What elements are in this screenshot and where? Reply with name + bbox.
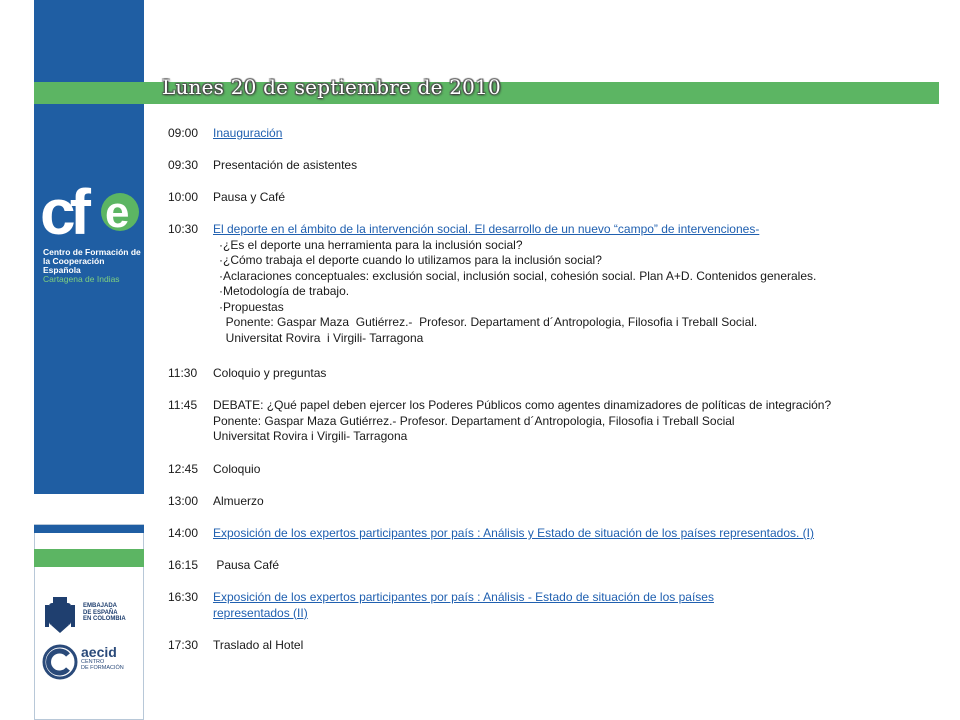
coat-of-arms-icon xyxy=(43,595,77,635)
agenda-link-inauguracion[interactable]: Inauguración xyxy=(213,126,283,140)
agenda-time: 10:00 xyxy=(168,190,199,204)
agenda-text: ·Propuestas xyxy=(219,299,284,314)
agenda-time: 14:00 xyxy=(168,526,199,540)
agenda-item xyxy=(168,462,928,478)
agenda-item xyxy=(168,398,928,445)
agenda-item xyxy=(168,590,928,621)
agenda-time: 16:30 xyxy=(168,590,199,604)
page-title: Lunes 20 de septiembre de 2010 xyxy=(162,75,501,99)
agenda-time: 11:45 xyxy=(168,398,198,412)
agenda-item xyxy=(168,638,928,654)
agenda-text: ·Metodología de trabajo. xyxy=(219,284,350,298)
aecid-sub-1: CENTRO xyxy=(81,659,105,665)
agenda-text: Coloquio y preguntas xyxy=(213,366,327,380)
cfe-logo xyxy=(40,172,140,244)
agenda-time: 17:30 xyxy=(168,638,199,652)
agenda-link-deporte[interactable]: El deporte en el ámbito de la intervención social. El desarrollo de un nuevo “campo” de intervenciones- xyxy=(213,222,760,236)
agenda-text: ·¿Es el deporte una herramienta para la inclusión social? xyxy=(219,237,523,252)
agenda-time: 09:00 xyxy=(168,126,199,140)
embassy-line-1: EMBAJADA xyxy=(83,603,118,609)
agenda-text: Universitat Rovira i Virgili- Tarragona xyxy=(219,330,424,345)
agenda-item xyxy=(168,526,928,542)
agenda-text: Almuerzo xyxy=(213,494,264,508)
agenda-text: Traslado al Hotel xyxy=(213,638,304,652)
agenda-time: 16:15 xyxy=(168,558,199,572)
aecid-icon xyxy=(41,643,79,681)
cfe-logo-text xyxy=(43,248,143,284)
agenda-link-exposicion-1[interactable]: Exposición de los expertos participantes por país : Análisis y Estado de situación de los países representados. (I) xyxy=(213,526,814,540)
agenda-time: 13:00 xyxy=(168,494,199,508)
agenda-item xyxy=(168,126,928,142)
agenda-time: 09:30 xyxy=(168,158,199,172)
agenda-text: Pausa y Café xyxy=(213,190,286,204)
agenda-text: Universitat Rovira i Virgili- Tarragona xyxy=(213,429,408,443)
agenda-time: 12:45 xyxy=(168,462,199,476)
sidebar-green-band xyxy=(34,82,144,104)
agenda-time: 11:30 xyxy=(168,366,198,380)
embassy-text xyxy=(83,603,126,623)
sidebar-top xyxy=(34,0,144,494)
aecid-name: aecid xyxy=(81,644,117,660)
sidebar-bottom xyxy=(34,524,144,720)
agenda-item xyxy=(168,494,928,510)
agenda-text: ·¿Cómo trabaja el deporte cuando lo utilizamos para la inclusión social? xyxy=(219,253,602,267)
agenda-item xyxy=(168,190,928,206)
embassy-line-2: DE ESPAÑA xyxy=(83,609,118,616)
stripe-green xyxy=(34,549,144,567)
cfe-line-2: la Cooperación Española xyxy=(43,256,105,275)
agenda-text: ·Aclaraciones conceptuales: exclusión social, inclusión social, cohesión social. Plan A+D. Contenidos generales. xyxy=(219,268,817,283)
agenda-link-exposicion-2[interactable]: Exposición de los expertos participantes por país : Análisis - Estado de situación de los países xyxy=(213,590,714,604)
stripe-blue xyxy=(34,525,144,533)
svg-text:e: e xyxy=(105,188,130,237)
agenda-item xyxy=(168,366,928,382)
cfe-line-3: Cartagena de Indias xyxy=(43,274,120,284)
agenda-item xyxy=(168,222,928,346)
agenda-item xyxy=(168,558,928,574)
cfe-line-1: Centro de Formación de xyxy=(43,247,141,257)
svg-text:cf: cf xyxy=(40,176,85,244)
agenda-text: Pausa Café xyxy=(213,558,280,572)
agenda-link-exposicion-2-cont[interactable]: representados (II) xyxy=(213,605,308,620)
agenda-time: 10:30 xyxy=(168,222,199,236)
agenda-text: Presentación de asistentes xyxy=(213,158,358,172)
aecid-logo xyxy=(81,645,124,671)
embassy-line-3: EN COLOMBIA xyxy=(83,616,126,623)
agenda-text: Coloquio xyxy=(213,462,261,476)
agenda-text: Ponente: Gaspar Maza Gutiérrez.- Profesor. Departament d´Antropologia, Filosofia i Treball Social xyxy=(213,413,735,428)
agenda-text: Ponente: Gaspar Maza Gutiérrez.- Profesor. Departament d´Antropologia, Filosofia i Treball Social. xyxy=(219,315,758,329)
agenda-item xyxy=(168,158,928,174)
agenda-text: DEBATE: ¿Qué papel deben ejercer los Poderes Públicos como agentes dinamizadores de políticas de integración? xyxy=(213,398,832,412)
aecid-sub-2: DE FORMACIÓN xyxy=(81,665,124,671)
